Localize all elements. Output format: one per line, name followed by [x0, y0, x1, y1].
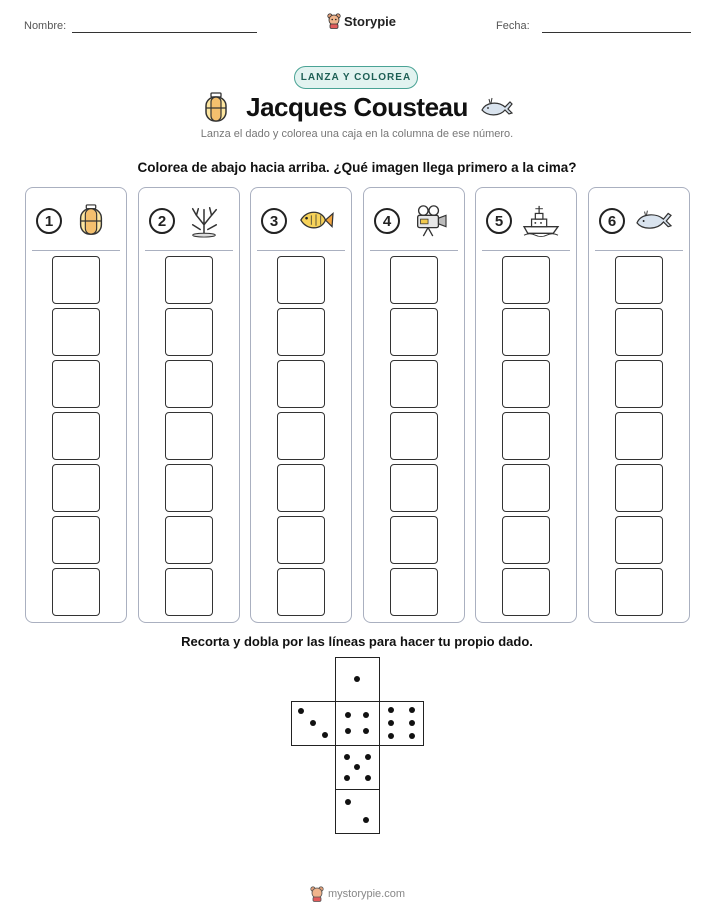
color-box[interactable] — [615, 516, 663, 564]
cut-instruction: Recorta y dobla por las líneas para hacer tu propio dado. — [181, 634, 533, 649]
color-box[interactable] — [390, 360, 438, 408]
footer — [310, 886, 405, 902]
color-box[interactable] — [502, 568, 550, 616]
color-box[interactable] — [615, 256, 663, 304]
color-box[interactable] — [502, 412, 550, 460]
color-box[interactable] — [390, 464, 438, 512]
color-box[interactable] — [502, 360, 550, 408]
color-box[interactable] — [165, 464, 213, 512]
color-box[interactable] — [390, 516, 438, 564]
column-header — [364, 204, 464, 240]
dice-face-4 — [335, 701, 380, 746]
color-box[interactable] — [390, 412, 438, 460]
coral-icon — [184, 204, 224, 238]
date-line[interactable] — [542, 32, 691, 33]
dice-face-1 — [335, 657, 380, 702]
activity-badge: LANZA Y COLOREA — [294, 66, 418, 89]
dice-pip — [345, 712, 351, 718]
color-box[interactable] — [52, 308, 100, 356]
color-box[interactable] — [502, 256, 550, 304]
color-box[interactable] — [165, 308, 213, 356]
dice-pip — [363, 817, 369, 823]
column-divider — [257, 250, 345, 251]
column-divider — [482, 250, 570, 251]
storypie-bear-icon — [327, 13, 341, 29]
color-instruction: Colorea de abajo hacia arriba. ¿Qué imagen llega primero a la cima? — [137, 160, 577, 175]
color-box[interactable] — [277, 464, 325, 512]
column-divider — [32, 250, 120, 251]
color-box[interactable] — [277, 360, 325, 408]
color-box[interactable] — [502, 308, 550, 356]
column-number: 2 — [149, 208, 175, 234]
column-header — [589, 204, 689, 240]
dice-pip — [363, 728, 369, 734]
page-subtitle: Lanza el dado y colorea una caja en la columna de ese número. — [200, 128, 514, 140]
color-box[interactable] — [615, 360, 663, 408]
color-box[interactable] — [52, 412, 100, 460]
color-box[interactable] — [390, 256, 438, 304]
column-number: 4 — [374, 208, 400, 234]
column-1 — [25, 187, 127, 623]
dice-face-5 — [335, 745, 380, 790]
color-box[interactable] — [165, 256, 213, 304]
date-label: Fecha: — [496, 20, 530, 32]
color-box[interactable] — [502, 464, 550, 512]
dice-pip — [345, 799, 351, 805]
color-box[interactable] — [277, 568, 325, 616]
dice-pip — [298, 708, 304, 714]
column-3 — [250, 187, 352, 623]
color-box[interactable] — [615, 308, 663, 356]
color-box[interactable] — [165, 568, 213, 616]
dice-face-2 — [335, 789, 380, 834]
page-title: Jacques Cousteau — [246, 92, 468, 122]
whale-icon — [480, 96, 514, 118]
fish-icon — [296, 204, 336, 238]
color-box[interactable] — [165, 516, 213, 564]
dice-face-6 — [379, 701, 424, 746]
color-box[interactable] — [390, 568, 438, 616]
column-divider — [595, 250, 683, 251]
dice-pip — [409, 707, 415, 713]
dice-pip — [310, 720, 316, 726]
color-box[interactable] — [165, 360, 213, 408]
research-ship-icon — [521, 204, 561, 238]
dice-pip — [388, 733, 394, 739]
color-box[interactable] — [52, 516, 100, 564]
dice-face-3 — [291, 701, 336, 746]
column-divider — [145, 250, 233, 251]
dice-pip — [344, 754, 350, 760]
footer-url: mystorypie.com — [328, 888, 406, 900]
column-number: 5 — [486, 208, 512, 234]
column-4 — [363, 187, 465, 623]
column-6 — [588, 187, 690, 623]
dice-pip — [345, 728, 351, 734]
storypie-bear-icon — [310, 886, 324, 902]
column-2 — [138, 187, 240, 623]
color-box[interactable] — [52, 568, 100, 616]
dice-pip — [354, 676, 360, 682]
color-box[interactable] — [52, 464, 100, 512]
column-divider — [370, 250, 458, 251]
brand-name: Storypie — [344, 13, 397, 29]
color-box[interactable] — [502, 516, 550, 564]
color-box[interactable] — [615, 412, 663, 460]
column-5 — [475, 187, 577, 623]
color-box[interactable] — [277, 308, 325, 356]
color-box[interactable] — [52, 256, 100, 304]
dice-pip — [363, 712, 369, 718]
column-header — [26, 204, 126, 240]
whale-icon — [634, 204, 674, 238]
brand-logo — [327, 13, 396, 29]
film-camera-icon — [409, 204, 449, 238]
color-box[interactable] — [277, 412, 325, 460]
diving-tank-icon — [71, 204, 111, 238]
dice-pip — [344, 775, 350, 781]
color-box[interactable] — [390, 308, 438, 356]
dice-pip — [365, 775, 371, 781]
color-box[interactable] — [165, 412, 213, 460]
color-box[interactable] — [615, 464, 663, 512]
dice-pip — [409, 720, 415, 726]
column-header — [139, 204, 239, 240]
dice-pip — [388, 707, 394, 713]
dice-pip — [409, 733, 415, 739]
column-number: 1 — [36, 208, 62, 234]
dice-pip — [354, 764, 360, 770]
column-number: 3 — [261, 208, 287, 234]
dice-pip — [322, 732, 328, 738]
dice-pip — [365, 754, 371, 760]
column-header — [251, 204, 351, 240]
color-box[interactable] — [52, 360, 100, 408]
color-box[interactable] — [277, 256, 325, 304]
column-number: 6 — [599, 208, 625, 234]
color-box[interactable] — [615, 568, 663, 616]
dice-pip — [388, 720, 394, 726]
column-header — [476, 204, 576, 240]
name-line[interactable] — [72, 32, 257, 33]
name-label: Nombre: — [24, 20, 67, 32]
color-box[interactable] — [277, 516, 325, 564]
